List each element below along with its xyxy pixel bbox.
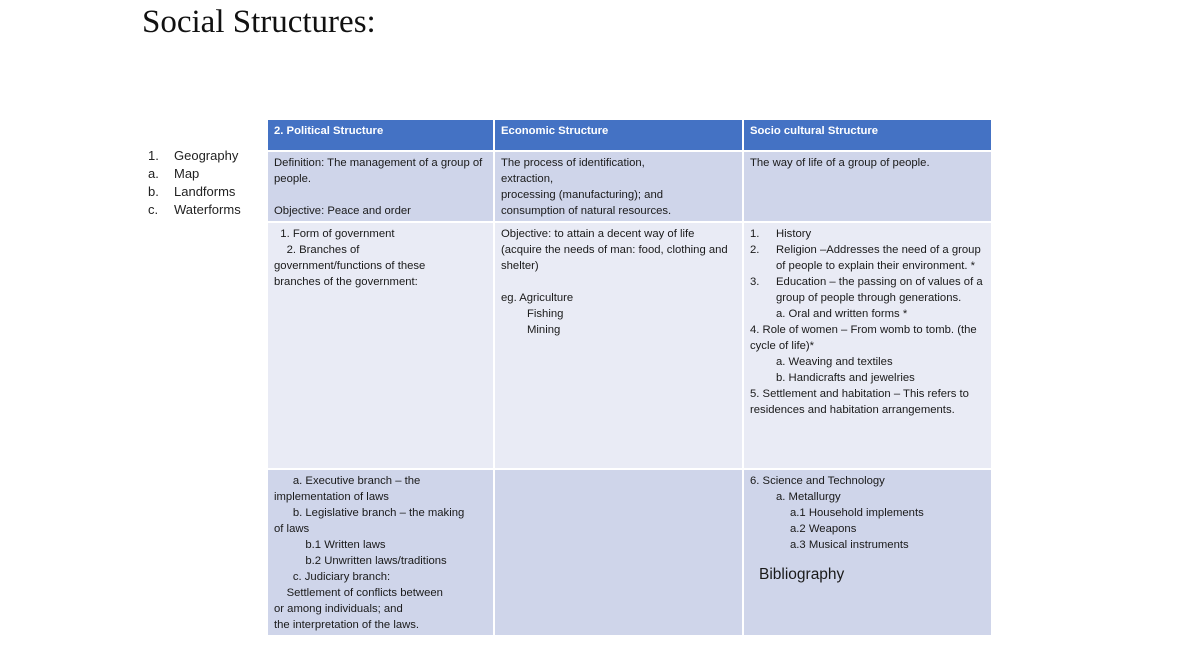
political-cell (267, 222, 494, 469)
geography-list (148, 147, 258, 219)
socio-cultural-cell (743, 151, 992, 222)
list-item (148, 201, 258, 219)
political-line: branches of the government: (274, 276, 418, 288)
socio-subitem: a. Oral and written forms * (776, 308, 908, 320)
list-item (148, 165, 258, 183)
economic-definition-line: The process of identification, (501, 157, 645, 169)
list-number: 3. (750, 276, 760, 288)
list-item-text: Waterforms (174, 202, 241, 217)
table-row (267, 469, 992, 636)
economic-objective: Objective: to attain a decent way of life (acquire the needs of man: food, clothing and shelter) (501, 228, 731, 272)
list-number: 2. (750, 244, 760, 256)
political-line: c. Judiciary branch: (274, 571, 391, 583)
socio-subitem: a. Weaving and textiles (776, 356, 893, 368)
political-structure-header: 2. Political Structure (267, 119, 494, 151)
socio-subsubitem: a.3 Musical instruments (790, 539, 909, 551)
list-marker: c. (148, 202, 159, 217)
list-item (750, 274, 985, 306)
economic-example-item: Fishing (527, 308, 564, 320)
economic-example: eg. Agriculture (501, 292, 574, 304)
economic-definition-line: processing (manufacturing); and (501, 189, 664, 201)
political-line: 2. Branches of (274, 244, 360, 256)
list-marker: b. (148, 184, 159, 199)
page-title: Social Structures: (142, 4, 376, 40)
list-marker: a. (148, 166, 159, 181)
list-number: 1. (750, 228, 760, 240)
political-line: b. Legislative branch – the making (274, 507, 465, 519)
socio-item-science: 6. Science and Technology (750, 475, 885, 487)
economic-example-item: Mining (527, 324, 561, 336)
list-item (148, 183, 258, 201)
socio-item-settlement: 5. Settlement and habitation – This refers to residences and habitation arrangements. (750, 388, 973, 416)
political-line: government/functions of these (274, 260, 426, 272)
bibliography-label: Bibliography (759, 566, 845, 583)
economic-cell (494, 222, 743, 469)
political-line: b.1 Written laws (274, 539, 386, 551)
political-line: b.2 Unwritten laws/traditions (274, 555, 447, 567)
economic-definition-line: consumption of natural resources. (501, 205, 672, 217)
list-item-text: Landforms (174, 184, 236, 199)
socio-cultural-cell (743, 222, 992, 469)
economic-structure-header: Economic Structure (494, 119, 743, 151)
socio-subsubitem: a.1 Household implements (790, 507, 924, 519)
list-item-text: Geography (174, 148, 239, 163)
socio-cultural-definition: The way of life of a group of people. (750, 157, 930, 169)
socio-item-history: History (776, 228, 812, 240)
table-row (267, 151, 992, 222)
list-item-text: Map (174, 166, 200, 181)
political-definition: Definition: The management of a group of people. (274, 157, 486, 185)
political-cell (267, 469, 494, 636)
political-line: of laws (274, 523, 310, 535)
economic-definition-line: extraction, (501, 173, 554, 185)
list-marker: 1. (148, 148, 159, 163)
political-line: or among individuals; and (274, 603, 403, 615)
list-item (750, 226, 985, 242)
political-objective: Objective: Peace and order (274, 205, 411, 217)
political-line: 1. Form of government (274, 228, 395, 240)
economic-cell (494, 151, 743, 222)
economic-cell (494, 469, 743, 636)
political-line: a. Executive branch – the (274, 475, 421, 487)
list-item (750, 242, 985, 274)
political-line: implementation of laws (274, 491, 389, 503)
political-cell (267, 151, 494, 222)
socio-subsubitem: a.2 Weapons (790, 523, 857, 535)
table-header-row (267, 119, 992, 151)
socio-subitem: a. Metallurgy (776, 491, 841, 503)
socio-cultural-structure-header: Socio cultural Structure (743, 119, 992, 151)
socio-subitem: b. Handicrafts and jewelries (776, 372, 915, 384)
political-line: the interpretation of the laws. (274, 619, 420, 631)
socio-item-religion: Religion –Addresses the need of a group of people to explain their environment. * (776, 244, 981, 272)
table-row (267, 222, 992, 469)
list-item (148, 147, 258, 165)
political-line: Settlement of conflicts between (274, 587, 443, 599)
socio-item-education: Education – the passing on of values of a group of people through generations. (776, 276, 983, 304)
socio-cultural-cell (743, 469, 992, 636)
socio-item-women: 4. Role of women – From womb to tomb. (the cycle of life)* (750, 324, 980, 352)
social-structures-table (266, 118, 993, 637)
